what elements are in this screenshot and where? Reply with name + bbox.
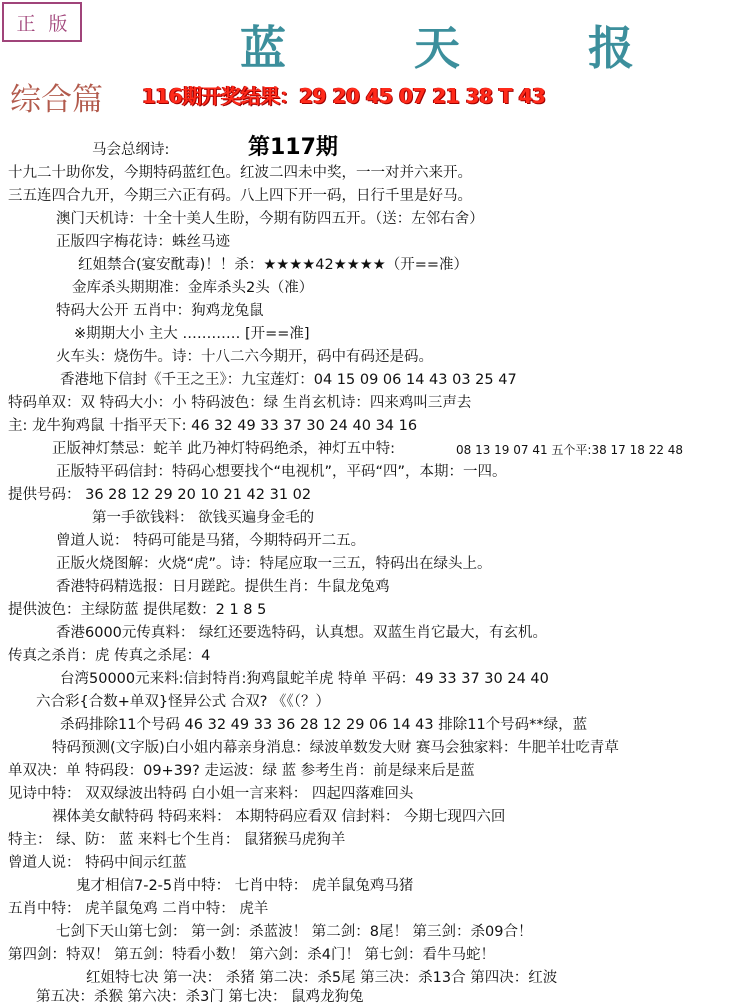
line-beauty-code: 裸体美女献特码 特码来料： 本期特码应看双 信封料： 今期七现四六回 [52,809,506,825]
line-provided-numbers: 提供号码： 36 28 12 29 20 10 21 42 31 02 [8,487,312,503]
line-odd-even-decision: 单双决：单 特码段：09+39? 走运波：绿 蓝 参考生肖：前是绿来后是蓝 [8,763,475,779]
line-exclude: 杀码排除11个号码 46 32 49 33 36 28 12 29 06 14 43 排除11个号码**绿，蓝 [60,717,588,733]
line-fax-kill: 传真之杀肖：虎 传真之杀尾：4 [8,648,211,664]
issue-number: 第117期 [248,135,338,160]
line-flat-code: 正版特平码信封：特码心想要找个“电视机”，平码“四”，本期：一四。 [56,464,507,480]
line-wave-tail: 提供波色：主绿防蓝 提供尾数：2 1 8 5 [8,602,267,618]
line-size: ※期期大小 主大 ………… [开==准] [74,326,310,342]
newspaper-title: 蓝 天 报 [240,21,691,75]
line-macau-poem: 澳门天机诗：十全十美人生盼，今期有防四五开。（送：左邻右舍） [56,211,484,227]
section-label: 综合篇 [10,82,103,118]
badge-char-right: 版 [48,12,68,35]
line-general-poem: 马会总纲诗: [92,142,170,158]
line-money-material: 第一手欲钱料： 欲钱买遍身金毛的 [92,510,315,526]
previous-results: 116期开奖结果：29 20 45 07 21 38 T 43 [142,84,546,108]
line-odd-even: 特码单双：双 特码大小：小 特码波色：绿 生肖玄机诗：四来鸡叫三声去 [8,395,472,411]
line-seven-swords-1: 七剑下天山第七剑： 第一剑：杀蓝波！ 第二剑：8尾！ 第三剑：杀09合！ [56,924,533,940]
line-train-head: 火车头：烧伤牛。诗：十八二六今期开，码中有码还是码。 [56,349,433,365]
line-hk-envelope: 香港地下信封《千王之王》：九宝莲灯：04 15 09 06 14 43 03 25 47 [60,372,517,388]
line-poem-1: 十九二十助你发，今期特码蓝红色。红波二四未中奖，一一对并六来开。 [8,165,472,181]
line-taiwan-50000: 台湾50000元来料:信封特肖:狗鸡鼠蛇羊虎 特单 平码：49 33 37 30 24 40 [60,671,549,687]
line-ghost-725: 鬼才相信7-2-5肖中特： 七肖中特： 虎羊鼠兔鸡马猪 [76,878,414,894]
line-plum-poem: 正版四字梅花诗：蛛丝马迹 [56,234,230,250]
line-lamp-numbers: 08 13 19 07 41 五个平:38 17 18 22 48 [456,443,684,457]
line-formula: 六合彩{合数+单双}怪异公式 合双? 《《（？） [36,694,331,710]
line-zeng-says-1: 曾道人说： 特码可能是马猪，今期特码开二五。 [56,533,366,549]
line-five-two-zodiac: 五肖中特： 虎羊鼠兔鸡 二肖中特： 虎羊 [8,901,269,917]
line-red-sister-ban: 红姐禁合(宴安酖毒)！！杀：★★★★42★★★★（开==准） [78,257,469,273]
line-five-zodiac: 特码大公开 五肖中：狗鸡龙兔鼠 [56,303,264,319]
line-main-zodiac: 主: 龙牛狗鸡鼠 十指平天下: 46 32 49 33 37 30 24 40 34 16 [8,418,418,434]
genuine-badge [2,2,82,42]
line-poem-special: 见诗中特： 双双绿波出特码 白小姐一言来料： 四起四落难回头 [8,786,414,802]
line-fire-diagram: 正版火烧图解：火烧“虎”。诗：特尾应取一三五，特码出在绿头上。 [56,556,492,572]
line-seven-decisions-1: 红姐特七决 第一决： 杀猪 第二决：杀5尾 第三决：杀13合 第四决：红波 [86,970,558,986]
line-hk-selection: 香港特码精选报：日月蹉跎。提供生肖：牛鼠龙兔鸡 [56,579,390,595]
line-main-green: 特主： 绿、防： 蓝 来料七个生肖： 鼠猪猴马虎狗羊 [8,832,346,848]
line-poem-2: 三五连四合九开，今期三六正有码。八上四下开一码，日行千里是好马。 [8,188,472,204]
line-zeng-says-2: 曾道人说： 特码中间示红蓝 [8,855,187,871]
line-fax-6000: 香港6000元传真料： 绿红还要选特码，认真想。双蓝生肖它最大，有玄机。 [56,625,548,641]
badge-char-left: 正 [16,12,36,35]
line-seven-swords-2: 第四剑：特双！ 第五剑：特看小数！ 第六剑：杀4门！ 第七剑：看牛马蛇！ [8,947,496,963]
line-lamp-taboo: 正版神灯禁忌：蛇羊 此乃神灯特码绝杀，神灯五中特: [52,441,395,457]
line-prediction: 特码预测(文字版)白小姐内幕亲身消息：绿波单数发大财 赛马会独家料：牛肥羊壮吃青草 [52,740,619,756]
line-seven-decisions-2: 第五决：杀猴 第六决：杀3门 第七决： 鼠鸡龙狗兔 [36,989,364,1005]
line-vault-kill: 金库杀头期期准：金库杀头2头（准） [72,280,314,296]
